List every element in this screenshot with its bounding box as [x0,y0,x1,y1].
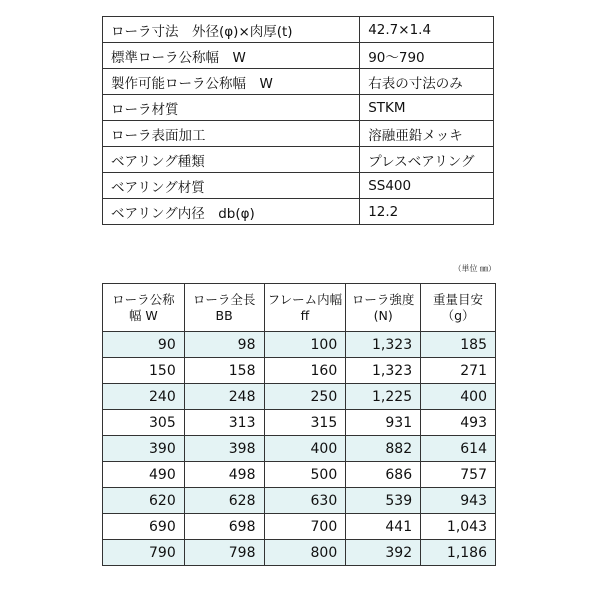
table-row [103,358,496,384]
cell-roller-strength: 1,323 [346,358,421,384]
cell-nominal-width: 490 [103,462,185,488]
header-line: 重量目安 [433,291,484,307]
cell-frame-inner-width: 800 [264,540,346,566]
cell-frame-inner-width: 250 [264,384,346,410]
spec-row [103,147,494,173]
cell-frame-inner-width: 100 [264,332,346,358]
spec-row [103,69,494,95]
header-nominal-width [103,284,185,332]
dimension-header-row [103,284,496,332]
table-row [103,462,496,488]
spec-value: 90〜790 [360,43,494,69]
cell-weight: 185 [421,332,496,358]
table-row [103,488,496,514]
cell-frame-inner-width: 500 [264,462,346,488]
spec-row [103,173,494,199]
cell-nominal-width: 390 [103,436,185,462]
spec-value: 溶融亜鉛メッキ [360,121,494,147]
spec-label: ベアリング材質 [103,173,360,199]
cell-weight: 943 [421,488,496,514]
spec-value: SS400 [360,173,494,199]
cell-roller-strength: 539 [346,488,421,514]
cell-weight: 493 [421,410,496,436]
cell-roller-length: 628 [184,488,264,514]
cell-weight: 1,043 [421,514,496,540]
spec-row [103,199,494,225]
cell-weight: 757 [421,462,496,488]
cell-frame-inner-width: 400 [264,436,346,462]
cell-nominal-width: 90 [103,332,185,358]
cell-roller-length: 398 [184,436,264,462]
spec-row [103,121,494,147]
table-row [103,384,496,410]
cell-roller-strength: 931 [346,410,421,436]
cell-frame-inner-width: 160 [264,358,346,384]
cell-frame-inner-width: 315 [264,410,346,436]
cell-frame-inner-width: 630 [264,488,346,514]
cell-roller-length: 158 [184,358,264,384]
header-line: ローラ強度 [351,291,415,307]
cell-weight: 1,186 [421,540,496,566]
cell-weight: 614 [421,436,496,462]
cell-nominal-width: 240 [103,384,185,410]
table-row [103,436,496,462]
spec-row [103,43,494,69]
spec-value: 12.2 [360,199,494,225]
cell-nominal-width: 690 [103,514,185,540]
header-line: フレーム内幅 [267,291,343,307]
header-weight [421,284,496,332]
header-line: ff [300,307,310,323]
spec-value: プレスベアリング [360,147,494,173]
cell-roller-length: 498 [184,462,264,488]
header-line: 幅 W [128,307,158,323]
cell-roller-length: 248 [184,384,264,410]
spec-row [103,17,494,43]
spec-value: 右表の寸法のみ [360,69,494,95]
spec-label: 製作可能ローラ公称幅 W [103,69,360,95]
header-frame-inner-width [264,284,346,332]
cell-roller-length: 313 [184,410,264,436]
spec-label: ローラ材質 [103,95,360,121]
header-line: (N) [373,307,393,323]
spec-label: ベアリング種類 [103,147,360,173]
unit-note: （単位 ㎜） [453,264,496,273]
cell-roller-strength: 1,225 [346,384,421,410]
cell-roller-strength: 392 [346,540,421,566]
spec-label: ローラ表面加工 [103,121,360,147]
spec-row [103,95,494,121]
header-line: （g） [441,307,475,323]
header-line: ローラ全長 [192,291,256,307]
cell-roller-strength: 1,323 [346,332,421,358]
cell-roller-strength: 686 [346,462,421,488]
dimension-table-body [103,332,496,566]
cell-nominal-width: 620 [103,488,185,514]
header-roller-length [184,284,264,332]
header-line: BB [215,307,233,323]
cell-roller-strength: 441 [346,514,421,540]
cell-roller-length: 798 [184,540,264,566]
dimension-table [102,283,496,566]
spec-table [102,16,494,225]
cell-weight: 400 [421,384,496,410]
table-row [103,540,496,566]
table-row [103,514,496,540]
header-line: ローラ公称 [112,291,175,307]
spec-value: STKM [360,95,494,121]
cell-frame-inner-width: 700 [264,514,346,540]
spec-label: ベアリング内径 db(φ) [103,199,360,225]
table-row [103,410,496,436]
header-roller-strength [346,284,421,332]
spec-value: 42.7×1.4 [360,17,494,43]
cell-nominal-width: 305 [103,410,185,436]
cell-weight: 271 [421,358,496,384]
cell-nominal-width: 790 [103,540,185,566]
cell-roller-strength: 882 [346,436,421,462]
spec-label: ローラ寸法 外径(φ)×肉厚(t) [103,17,360,43]
table-row [103,332,496,358]
cell-nominal-width: 150 [103,358,185,384]
spec-label: 標準ローラ公称幅 W [103,43,360,69]
cell-roller-length: 98 [184,332,264,358]
cell-roller-length: 698 [184,514,264,540]
